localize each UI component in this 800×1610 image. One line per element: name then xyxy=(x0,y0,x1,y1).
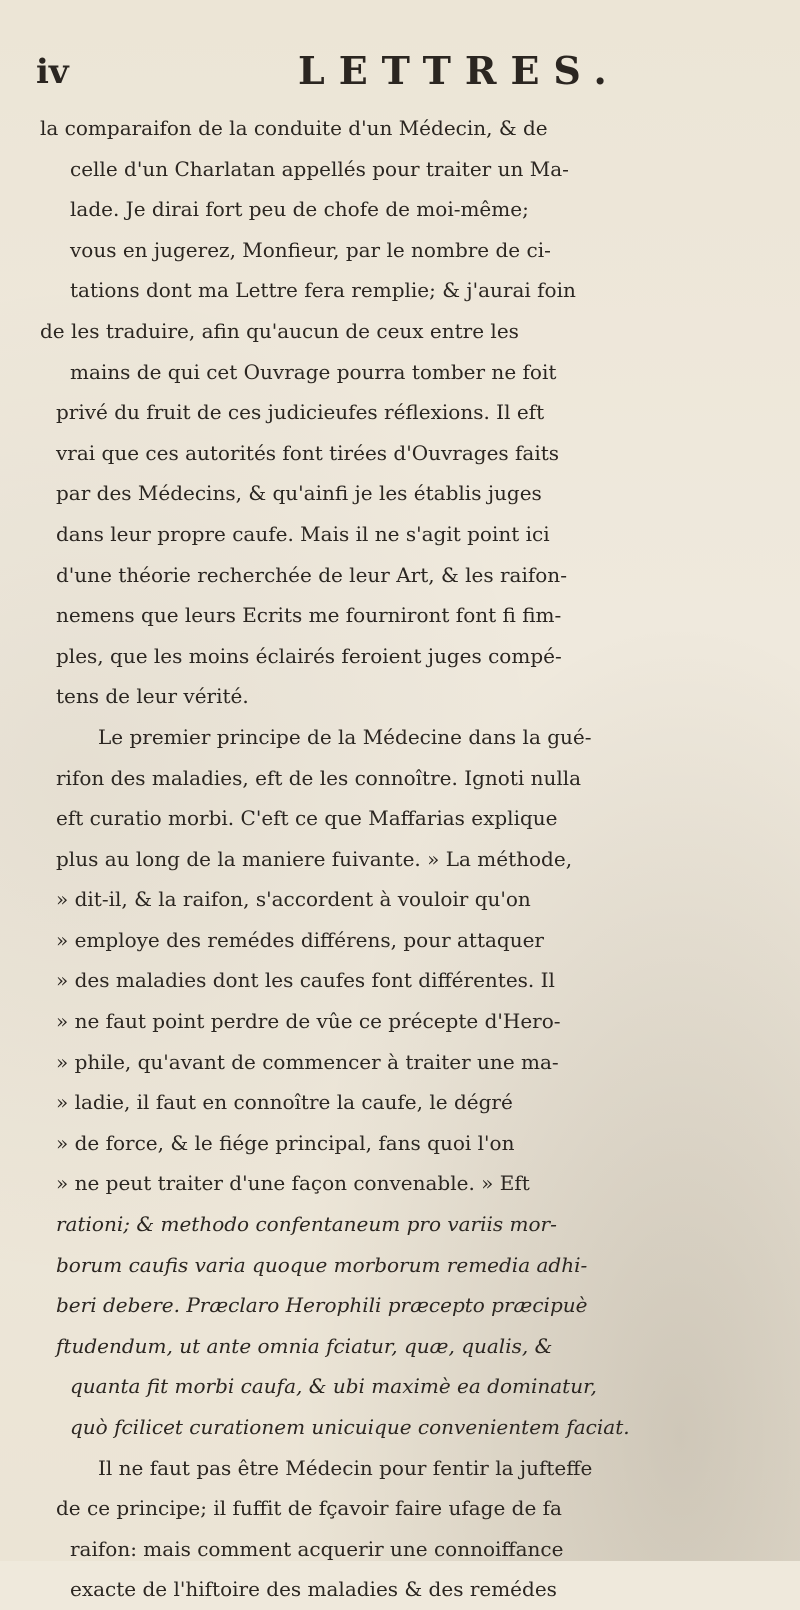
text-line-latin: quò fcilicet curationem unicuique convenientem faciat. xyxy=(70,1415,630,1439)
text-line: tens de leur vérité. xyxy=(56,684,249,709)
text-line: Le premier principe de la Médecine dans la gué- xyxy=(98,724,592,749)
text-line: plus au long de la maniere fuivante. » La méthode, xyxy=(56,846,573,871)
text-line: eft curatio morbi. C'eft ce que Maffarias explique xyxy=(56,806,558,831)
text-line: vrai que ces autorités font tirées d'Ouvrages faits xyxy=(56,440,560,465)
text-line: dans leur propre caufe. Mais il ne s'agit point ici xyxy=(56,521,550,546)
text-line: vous en jugerez, Monfieur, par le nombre de ci- xyxy=(70,237,551,262)
text-line: d'une théorie recherchée de leur Art, & les raifon- xyxy=(56,562,567,587)
text-line: » phile, qu'avant de commencer à traiter une ma- xyxy=(56,1049,559,1074)
page-header xyxy=(36,48,756,102)
text-line-latin: beri debere. Præclaro Herophili præcepto præcipuè xyxy=(56,1293,588,1318)
text-line: » ne faut point perdre de vûe ce précepte d'Hero- xyxy=(56,1009,561,1034)
text-line: » employe des remédes différens, pour attaquer xyxy=(56,927,544,952)
body-text xyxy=(40,108,770,1610)
text-line: Il ne faut pas être Médecin pour fentir la jufteffe xyxy=(98,1455,593,1480)
text-line: mains de qui cet Ouvrage pourra tomber ne foit xyxy=(70,359,557,384)
text-line: ples, que les moins éclairés feroient juges compé- xyxy=(56,643,562,668)
text-line: par des Médecins, & qu'ainfi je les établis juges xyxy=(56,481,542,506)
text-line: la comparaifon de la conduite d'un Médecin, & de xyxy=(40,116,548,140)
text-line-latin: quanta fit morbi caufa, & ubi maximè ea dominatur, xyxy=(70,1374,597,1399)
text-line-latin: ftudendum, ut ante omnia fciatur, quæ, qualis, & xyxy=(56,1333,553,1358)
text-line: de ce principe; il fuffit de fçavoir faire ufage de fa xyxy=(56,1496,562,1521)
text-line: » des maladies dont les caufes font différentes. Il xyxy=(56,968,555,993)
text-line: raifon: mais comment acquerir une connoiffance xyxy=(70,1536,564,1561)
text-line: nemens que leurs Ecrits me fourniront font fi fim- xyxy=(56,603,562,628)
text-line-latin: rationi; & methodo confentaneum pro variis mor- xyxy=(56,1212,557,1237)
text-line: de les traduire, afin qu'aucun de ceux entre les xyxy=(40,318,519,343)
text-line: » ladie, il faut en connoître la caufe, le dégré xyxy=(56,1090,513,1115)
text-line: » dit-il, & la raifon, s'accordent à vouloir qu'on xyxy=(56,887,531,912)
text-line: lade. Je dirai fort peu de chofe de moi-même; xyxy=(70,197,529,222)
text-line: celle d'un Charlatan appellés pour traiter un Ma- xyxy=(70,156,569,181)
text-line: » de force, & le fiége principal, fans quoi l'on xyxy=(56,1130,515,1155)
text-line-latin: borum caufis varia quoque morborum remedia adhi- xyxy=(56,1252,588,1277)
text-line: » ne peut traiter d'une façon convenable. » Eft xyxy=(56,1171,530,1196)
running-title: LETTRES. xyxy=(298,48,621,93)
text-line: privé du fruit de ces judicieufes réflexions. Il eft xyxy=(56,400,545,425)
text-line: exacte de l'hiftoire des maladies & des remédes xyxy=(70,1577,557,1602)
page-number: iv xyxy=(36,52,69,92)
text-line: rifon des maladies, eft de les connoître. Ignoti nulla xyxy=(56,765,582,790)
text-line: tations dont ma Lettre fera remplie; & j'aurai foin xyxy=(70,278,576,303)
